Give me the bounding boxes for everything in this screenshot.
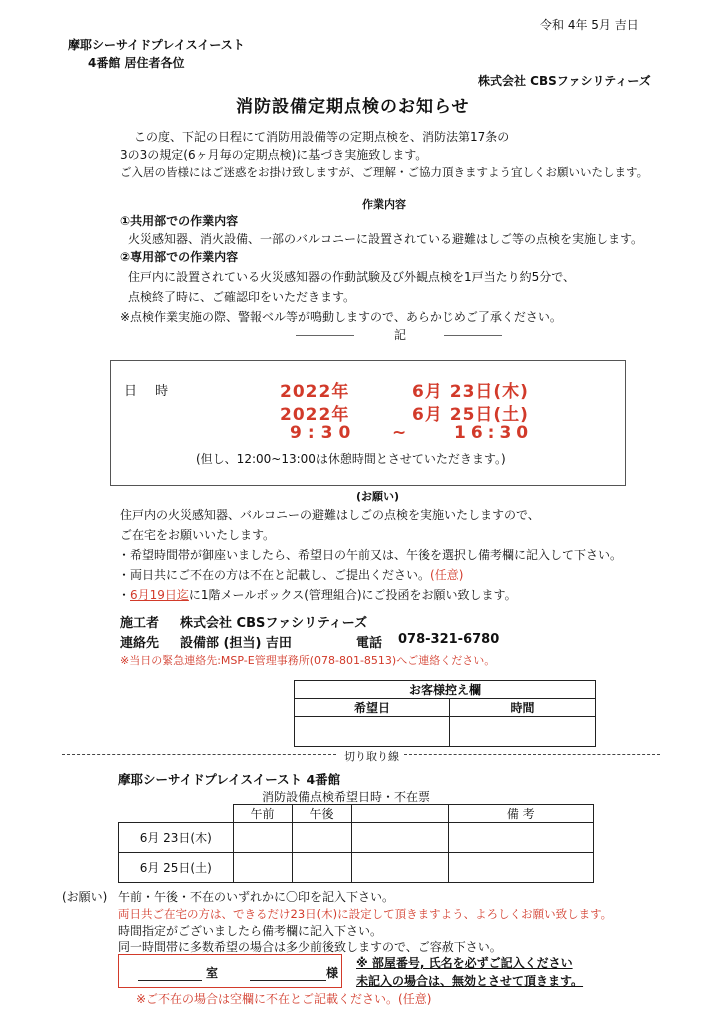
customer-copy-entry-row — [295, 717, 596, 747]
intro-line-2: 3の3の規定(6ヶ月毎の定期点検)に基づき実施致します。 — [120, 148, 428, 162]
request-heading: (お願い) — [356, 490, 400, 503]
recipient-building: 摩耶シーサイドプレイスイースト — [68, 38, 245, 52]
schedule-label: 日 時 — [124, 384, 169, 399]
private-area-heading: ②専用部での作業内容 — [120, 250, 239, 264]
customer-copy-date-header: 希望日 — [295, 699, 450, 717]
form-header-row — [119, 805, 594, 823]
private-area-text-2: 点検終了時に、ご確認印をいただきます。 — [128, 290, 356, 304]
contractor-name: 株式会社 CBSファシリティーズ — [180, 616, 368, 631]
customer-copy-time-cell[interactable] — [450, 717, 596, 747]
deadline-date: 6月19日迄 — [130, 588, 189, 602]
phone-label: 電話 — [356, 636, 383, 651]
contractor-label: 施工者 — [120, 616, 160, 631]
form-absent-23-cell[interactable] — [351, 823, 448, 853]
form-date-23: 6月 23日(木) — [119, 823, 234, 853]
form-pm-25-cell[interactable] — [292, 853, 351, 883]
ki-label: 記 — [394, 328, 407, 342]
form-date-25: 6月 25日(土) — [119, 853, 234, 883]
cut-line-label: 切り取り線 — [344, 750, 399, 763]
form-building: 摩耶シーサイドプレイスイースト 4番館 — [118, 772, 341, 787]
sender-company: 株式会社 CBSファシリティーズ — [478, 74, 651, 88]
form-row-23 — [119, 823, 594, 853]
common-area-heading: ①共用部での作業内容 — [120, 214, 239, 228]
customer-copy-date-cell[interactable] — [295, 717, 450, 747]
document-title: 消防設備定期点検のお知らせ — [236, 97, 470, 117]
form-absent-25-cell[interactable] — [351, 853, 448, 883]
customer-copy-table — [294, 680, 596, 747]
request-line-5-rest: に1階メールボックス(管理組合)にご投函をお願い致します。 — [188, 588, 517, 602]
name-label: 様 — [326, 966, 339, 980]
schedule-box — [110, 360, 626, 486]
schedule-date-2: 6月 25日(土) — [412, 405, 529, 425]
footer-line-2: 両日共ご在宅の方は、できるだけ23日(木)に設定して頂きますよう、よろしくお願い致します。 — [118, 907, 613, 921]
request-optional: (任意) — [430, 568, 464, 582]
request-line-4 — [118, 566, 463, 583]
intro-line-3: ご入居の皆様にはご迷惑をお掛け致しますが、ご理解・ご協力頂きますよう宜しくお願いいたします。 — [120, 165, 649, 179]
form-note-25-cell[interactable] — [448, 853, 594, 883]
name-line — [250, 980, 326, 981]
alarm-note: ※点検作業実施の際、警報ベル等が鳴動しますので、あらかじめご了承ください。 — [120, 310, 562, 324]
footer-notice-2: 未記入の場合は、無効とさせて頂きます。 — [356, 974, 584, 988]
phone-number: 078-321-6780 — [398, 632, 500, 647]
form-am-23-cell[interactable] — [233, 823, 292, 853]
request-line-3: ・希望時間帯が御座いましたら、希望日の午前又は、午後を選択し備考欄に記入して下さい。 — [118, 548, 623, 562]
private-area-text-1: 住戸内に設置されている火災感知器の作動試験及び外観点検を1戸当たり約5分で、 — [128, 270, 576, 284]
schedule-date-1: 6月 23日(木) — [412, 382, 529, 402]
ki-rule-right — [444, 335, 502, 336]
schedule-time-sep: ~ — [392, 423, 408, 443]
schedule-time-end: 16:30 — [454, 423, 534, 443]
emergency-contact: ※当日の緊急連絡先:MSP-E管理事務所(078-801-8513)へご連絡ください。 — [120, 654, 496, 667]
schedule-year-2: 2022年 — [280, 405, 350, 425]
form-row-25 — [119, 853, 594, 883]
request-line-4-text: ・両日共にご不在の方は不在と記載し、ご提出ください。 — [118, 568, 431, 582]
cut-line-right — [404, 754, 660, 755]
form-am-25-cell[interactable] — [233, 853, 292, 883]
footer-absent-note: ※ご不在の場合は空欄に不在とご記載ください。(任意) — [136, 992, 432, 1006]
form-pm-23-cell[interactable] — [292, 823, 351, 853]
form-note-header: 備 考 — [448, 805, 594, 823]
footer-notice-1: ※ 部屋番号, 氏名を必ずご記入ください — [356, 956, 573, 970]
request-line-5 — [118, 586, 517, 603]
work-heading: 作業内容 — [362, 198, 406, 211]
request-line-2: ご在宅をお願いいたします。 — [120, 528, 276, 542]
footer-line-1: 午前・午後・不在のいずれかに〇印を記入下さい。 — [118, 890, 395, 904]
room-label: 室 — [206, 966, 219, 980]
customer-copy-title: お客様控え欄 — [295, 681, 596, 699]
form-title: 消防設備点検希望日時・不在票 — [262, 790, 431, 804]
common-area-text: 火災感知器、消火設備、一部のバルコニーに設置されている避難はしご等の点検を実施します。 — [128, 232, 644, 246]
customer-copy-time-header: 時間 — [450, 699, 596, 717]
room-line — [138, 980, 202, 981]
footer-line-4: 同一時間帯に多数希望の場合は多少前後致しますので、ご容赦下さい。 — [118, 940, 502, 954]
customer-copy-header-row — [295, 699, 596, 717]
schedule-time-start: 9:30 — [290, 423, 357, 443]
recipient-residents: 4番館 居住者各位 — [88, 56, 185, 70]
form-am-header: 午前 — [233, 805, 292, 823]
cut-line-left — [62, 754, 336, 755]
ki-rule-left — [296, 335, 354, 336]
footer-request-label: (お願い) — [62, 890, 108, 904]
schedule-year-1: 2022年 — [280, 382, 350, 402]
notice-date: 令和 4年 5月 吉日 — [540, 18, 639, 32]
form-blank-header — [351, 805, 448, 823]
footer-line-3: 時間指定がございましたら備考欄に記入下さい。 — [118, 924, 383, 938]
form-note-23-cell[interactable] — [448, 823, 594, 853]
form-pm-header: 午後 — [292, 805, 351, 823]
break-note: (但し、12:00~13:00は休憩時間とさせていただきます。) — [196, 452, 506, 466]
request-line-1: 住戸内の火災感知器、バルコニーの避難はしごの点検を実施いたしますので、 — [120, 508, 540, 522]
customer-copy-title-row — [295, 681, 596, 699]
contact-dept: 設備部 (担当) 吉田 — [180, 636, 292, 651]
contact-label: 連絡先 — [120, 636, 160, 651]
request-line-5-prefix: ・ — [118, 588, 131, 602]
attendance-form-table — [118, 804, 594, 883]
form-corner-cell — [119, 805, 234, 823]
room-name-box[interactable] — [118, 954, 342, 988]
intro-line-1: この度、下記の日程にて消防用設備等の定期点検を、消防法第17条の — [134, 130, 510, 144]
